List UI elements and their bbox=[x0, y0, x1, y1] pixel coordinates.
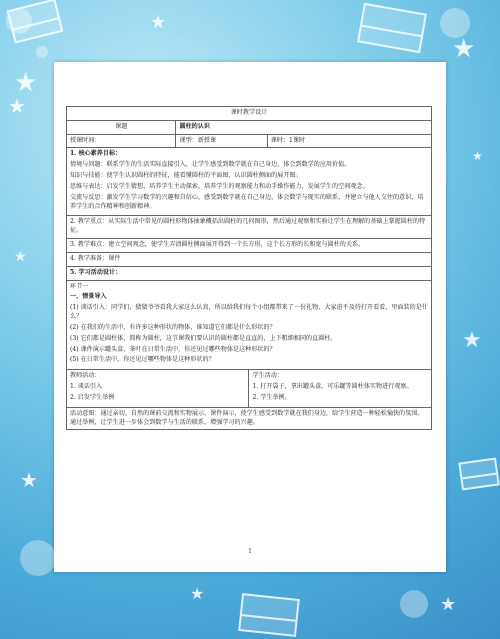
key-point-section: 2. 教学重点：从实际生活中常见的圆柱形物体抽象概括出圆柱的几何图形，然后通过观察和实验让学生在理解的基础上掌握圆柱的特征。 bbox=[67, 216, 432, 239]
topic-label: 课题 bbox=[67, 120, 176, 134]
student-activity-title: 学生活动： bbox=[252, 372, 283, 380]
goal-paragraph: 思维与表达：启发学生猜想，培养学生主动探索，培养学生的观察能力和动手操作能力，发展学生的空间观念。 bbox=[70, 182, 369, 190]
star-icon: ★ bbox=[462, 328, 482, 353]
intro-paragraph: (2) 在我们的生活中，有许多这种形状的物体，谁知道它们都是什么形状的？ bbox=[70, 323, 276, 331]
segment-title: 环节一 bbox=[70, 282, 89, 290]
teacher-activity-cell bbox=[67, 370, 249, 407]
topic-value: 圆柱的认识 bbox=[176, 120, 432, 134]
intro-paragraph: (5) 在日常生活中，你还见过哪些物体是这种形状的？ bbox=[70, 356, 215, 364]
star-icon: ★ bbox=[472, 149, 483, 163]
lesson-plan-table bbox=[66, 106, 432, 430]
preparation-section: 4. 教学准备：课件 bbox=[67, 252, 432, 266]
envelope-icon bbox=[7, 0, 64, 44]
bubble-icon bbox=[440, 8, 470, 38]
activity-design-title: 5. 学习活动设计： bbox=[67, 266, 432, 280]
teacher-activity-item: 1. 谈话引入 bbox=[70, 383, 103, 391]
teacher-activity-item: 2. 启发学生举例 bbox=[70, 393, 115, 401]
star-icon: ★ bbox=[190, 584, 205, 603]
star-icon: ★ bbox=[14, 68, 38, 98]
star-icon: ★ bbox=[150, 12, 167, 33]
student-activity-cell bbox=[249, 370, 432, 407]
intro-paragraph: (4) 课件演示罐头盒、茶叶在日常生活中，你还见过哪些物体是这种形状的？ bbox=[70, 345, 276, 353]
intro-title: 一、情景导入 bbox=[70, 293, 107, 301]
bubble-icon bbox=[20, 540, 56, 576]
star-icon: ★ bbox=[8, 94, 26, 118]
document-page bbox=[54, 62, 446, 572]
envelope-icon bbox=[238, 593, 300, 637]
goal-paragraph: 知识与技能：使学生认识圆柱的特征，能看懂圆柱的平面图，认识圆柱侧面的展开图。 bbox=[70, 172, 302, 180]
student-activity-item: 2. 学生举例。 bbox=[252, 393, 291, 401]
segment-one-section bbox=[67, 280, 432, 370]
intro-paragraph: (1) 谈话引入：同学们，猜猜爷爷看我大家这么认真，所以给我们每个小组都带来了一份礼物，大家迫不及待打开看看，里面装的是什么？ bbox=[70, 304, 428, 321]
envelope-icon bbox=[458, 457, 500, 490]
goal-paragraph: 情境与问题：联系学生的生活实际直接引入，让学生感受到数学就在自己身边，体会到数学的应用价值。 bbox=[70, 161, 351, 169]
page-number: 1 bbox=[248, 548, 252, 555]
date-field: 授课时间： bbox=[67, 134, 176, 148]
star-icon: ★ bbox=[20, 468, 38, 492]
core-goals-title: 1. 核心素养目标： bbox=[70, 150, 122, 158]
lesson-type-field: 课型：新授课 bbox=[176, 134, 267, 148]
bubble-icon bbox=[36, 46, 48, 58]
core-goals-section bbox=[67, 148, 432, 216]
bubble-icon bbox=[400, 590, 428, 618]
star-icon: ★ bbox=[452, 34, 476, 64]
activity-intent-section: 活动意图：通过亲切、自然的课前交流和实物展示、课件演示，使学生感受到数学就在我们身边，给学生营造一种轻松愉快的氛围。通过举例，让学生进一步体会到数学与生活的联系，增强学习的兴趣。 bbox=[67, 407, 432, 430]
star-icon: ★ bbox=[440, 594, 457, 615]
intro-paragraph: (3) 它们都是圆柱体，简称为圆柱，这节课我们要认识的圆柱都是直直的，上下粗细相同的直圆柱。 bbox=[70, 334, 337, 342]
goal-paragraph: 交流与反思：激发学生学习数学的兴趣和自信心，感受到数学就在自己身边，体会数学与现实的联系，并建立与他人交往的意识，培养学生的合作精神和创新精神。 bbox=[70, 193, 424, 210]
difficulty-section: 3. 教学难点：建立空间观念，使学生弄清圆柱侧面展开得到一个长方形，这个长方形的长和宽与圆柱的关系。 bbox=[67, 239, 432, 253]
lesson-hours-field: 课时：1课时 bbox=[267, 134, 431, 148]
teacher-activity-title: 教师活动： bbox=[70, 372, 101, 380]
student-activity-item: 1. 打开袋子，拿出罐头盒，可乐罐等圆柱体实物进行观察。 bbox=[252, 383, 413, 391]
document-title: 课时教学设计 bbox=[67, 107, 432, 121]
envelope-icon bbox=[357, 3, 427, 54]
star-icon: ★ bbox=[14, 249, 27, 265]
